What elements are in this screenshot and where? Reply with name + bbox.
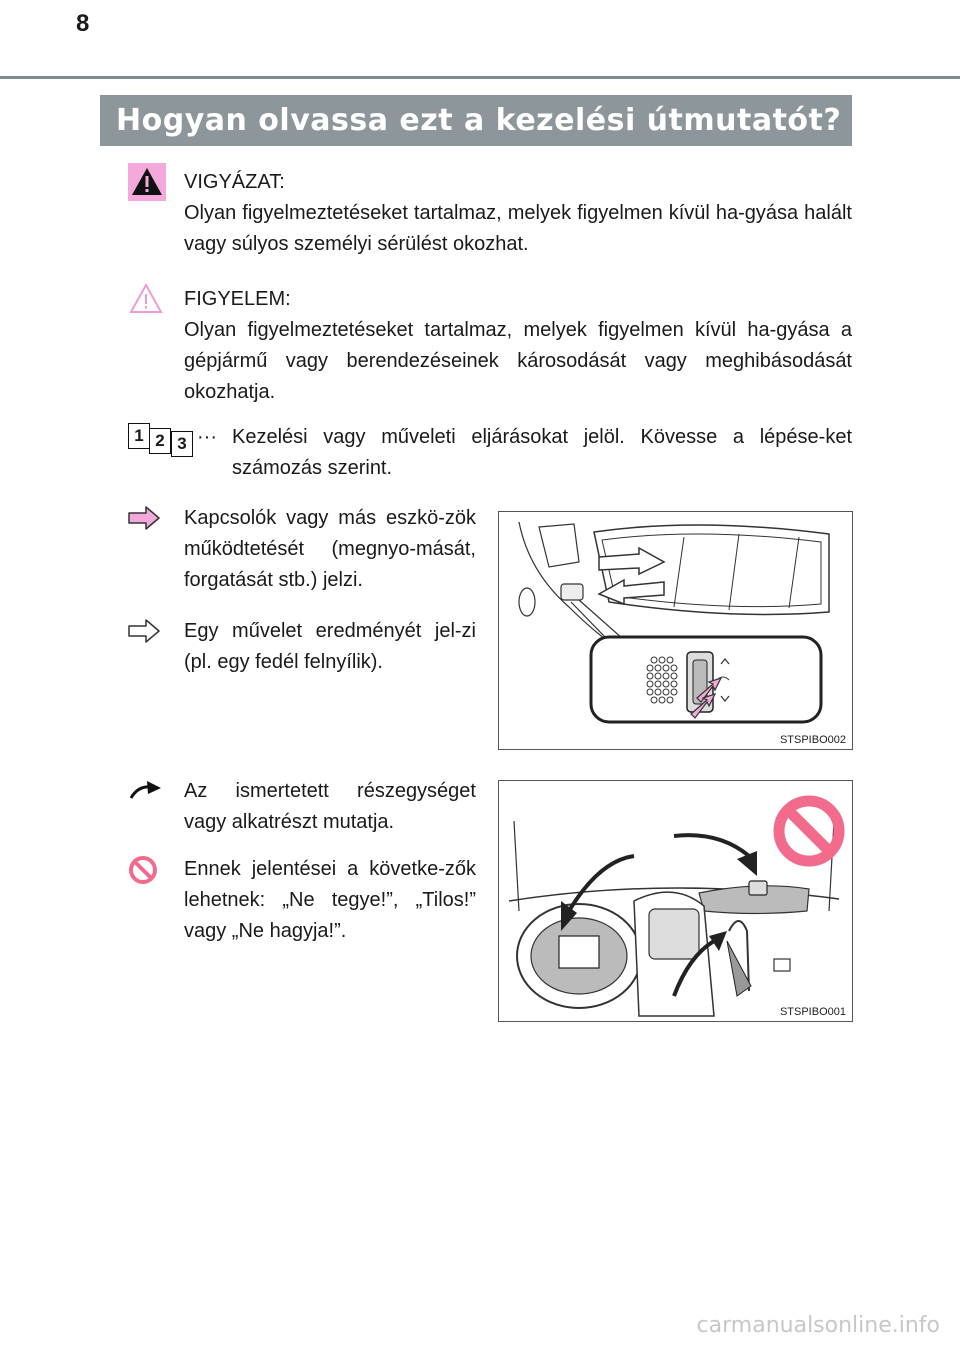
figure-dashboard-prohibited xyxy=(498,780,853,1022)
step-number-2: 2 xyxy=(149,428,171,454)
pointer-arrow-text: Az ismertetett részegységet vagy alkatrészt mutatja. xyxy=(184,780,476,833)
page-title: Hogyan olvassa ezt a kezelési útmutatót? xyxy=(116,103,842,138)
warning-text xyxy=(184,167,852,260)
caution-heading: FIGYELEM: xyxy=(184,288,291,310)
prohibited-text: Ennek jelentései a követke-zők lehetnek: „Ne tegye!”, „Tilos!” vagy „Ne hagyja!”. xyxy=(184,858,476,942)
header-rule xyxy=(0,76,960,79)
caution-body: Olyan figyelmeztetéseket tartalmaz, melyek figyelmen kívül ha-gyása a gépjármű vagy berendezéseinek károsodását vagy meghibásodását okozhatja. xyxy=(184,319,852,403)
dashboard-illustration xyxy=(499,781,852,1021)
step-number-3: 3 xyxy=(171,431,193,457)
section-title-bar xyxy=(100,95,852,146)
steps-ellipsis: ··· xyxy=(197,426,217,448)
warning-body: Olyan figyelmeztetéseket tartalmaz, melyek figyelmen kívül ha-gyása halált vagy súlyos személyi sérülést okozhat. xyxy=(184,202,852,255)
warning-triangle-filled-icon xyxy=(128,163,166,201)
figure-sunroof-switch xyxy=(498,511,853,750)
steps-body: Kezelési vagy műveleti eljárásokat jelöl. Kövesse a lépése-ket számozás szerint. xyxy=(232,426,852,479)
sunroof-switch-illustration xyxy=(499,512,852,749)
outline-arrow-icon xyxy=(128,619,160,643)
warning-triangle-outline-icon xyxy=(128,282,164,316)
prohibited-icon xyxy=(128,855,158,885)
step-number-1: 1 xyxy=(128,423,150,449)
caution-text xyxy=(184,284,852,408)
page-number: 8 xyxy=(76,10,90,37)
result-arrow-text: Egy művelet eredményét jel-zi (pl. egy fedél felnyílik). xyxy=(184,620,476,673)
figure-code: STSPIBO002 xyxy=(779,734,846,746)
figure-code: STSPIBO001 xyxy=(779,1006,846,1018)
warning-heading: VIGYÁZAT: xyxy=(184,171,285,193)
filled-arrow-icon xyxy=(128,506,160,530)
footer-watermark[interactable]: carmanualsonline.info xyxy=(696,1313,940,1338)
operation-arrow-text: Kapcsolók vagy más eszkö-zök működtetését (megnyo-mását, forgatását stb.) jelzi. xyxy=(184,507,476,591)
curved-pointer-arrow-icon xyxy=(128,778,162,802)
